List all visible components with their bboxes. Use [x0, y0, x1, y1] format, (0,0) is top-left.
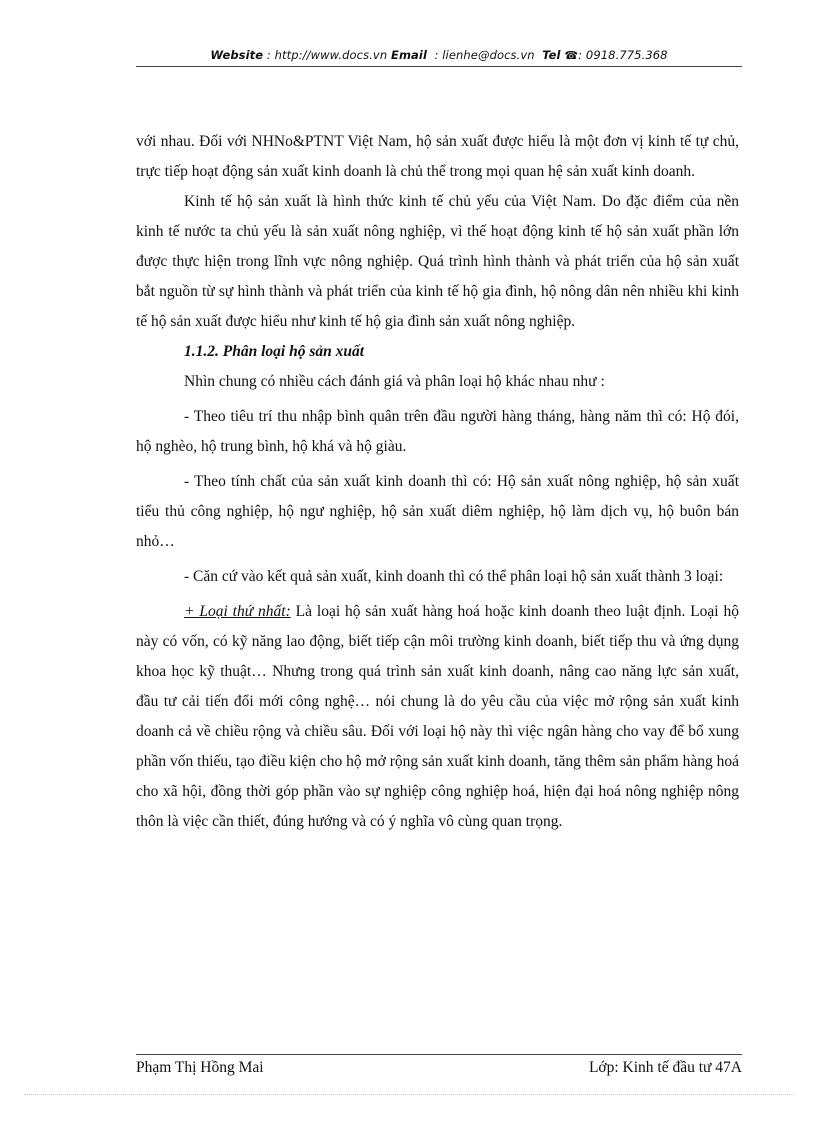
footer-author: Phạm Thị Hồng Mai: [136, 1059, 264, 1076]
tel-label: Tel: [542, 48, 561, 62]
type-one-lead: + Loại thứ nhất:: [184, 603, 291, 620]
section-heading: 1.1.2. Phân loại hộ sản xuất: [184, 343, 365, 360]
paragraph-1: với nhau. Đối với NHNo&PTNT Việt Nam, hộ sản xuất được hiểu là một đơn vị kinh tế tự chủ, trực tiếp hoạt động sản xuất kinh doanh là chủ thể trong mọi quan hệ sản xuất kinh doanh.: [136, 133, 739, 180]
footer-class: Lớp: Kinh tế đầu tư 47A: [588, 1059, 742, 1076]
type-one-text: Là loại hộ sản xuất hàng hoá hoặc kinh doanh theo luật định. Loại hộ này có vốn, có kỹ năng lao động, biết tiếp cận môi trường kinh doanh, biết tiếp thu và ứng dụng khoa học kỹ thuật… Nhưng trong quá trình sản xuất kinh doanh, nâng cao năng lực sản xuất, đầu tư cải tiến đổi mới công nghệ… nói chung là do yêu cầu của việc mở rộng sản xuất kinh doanh cả về chiều rộng và chiều sâu. Đối với loại hộ này thì việc ngân hàng cho vay để bổ xung phần vốn thiếu, tạo điều kiện cho hộ mở rộng sản xuất kinh doanh, tăng thêm sản phẩm hàng hoá cho xã hội, đồng thời góp phần vào sự nghiệp công nghiệp hoá, hiện đại hoá nông nghiệp nông thôn là việc cần thiết, đúng hướng và có ý nghĩa vô cùng quan trọng.: [136, 603, 739, 830]
header-divider: [136, 66, 742, 67]
footer-divider: [136, 1054, 742, 1055]
paragraph-2: Kinh tế hộ sản xuất là hình thức kinh tế chủ yếu của Việt Nam. Do đặc điểm của nền kinh tế nước ta chủ yếu là sản xuất nông nghiệp, vì thế hoạt động kinh tế hộ sản xuất phần lớn được thực hiện trong lĩnh vực nông nghiệp. Quá trình hình thành và phát triển của hộ sản xuất bắt nguồn từ sự hình thành và phát triển của kinh tế hộ gia đình, hộ nông dân nên nhiều khi kinh tế hộ sản xuất được hiểu như kinh tế hộ gia đình sản xuất nông nghiệp.: [136, 193, 739, 330]
website-url[interactable]: http://www.docs.vn: [274, 48, 388, 62]
bullet-type-one: [136, 597, 739, 837]
paragraph-3: Nhìn chung có nhiều cách đánh giá và phân loại hộ khác nhau như :: [184, 373, 605, 390]
website-label: Website: [210, 48, 264, 62]
page-footer: [136, 1059, 742, 1077]
email-value[interactable]: lienhe@docs.vn: [442, 48, 535, 62]
email-label: Email: [391, 48, 427, 62]
page-bottom-border: [24, 1094, 794, 1095]
bullet-results: - Căn cứ vào kết quả sản xuất, kinh doanh thì có thể phân loại hộ sản xuất thành 3 loại:: [184, 568, 724, 585]
phone-icon: ☎: [564, 49, 579, 62]
page-content: [136, 127, 739, 837]
bullet-income: - Theo tiêu trí thu nhập bình quân trên đầu người hàng tháng, hàng năm thì có: Hộ đói, hộ nghèo, hộ trung bình, hộ khá và hộ giàu.: [136, 408, 739, 455]
bullet-nature: - Theo tính chất của sản xuất kinh doanh thì có: Hộ sản xuất nông nghiệp, hộ sản xuất tiểu thủ công nghiệp, hộ ngư nghiệp, hộ sản xuất diêm nghiệp, hộ làm dịch vụ, hộ buôn bán nhỏ…: [136, 473, 739, 550]
tel-value: 0918.775.368: [585, 48, 668, 62]
page-header: Website : http://www.docs.vn Email : lienhe@docs.vn Tel ☎: 0918.775.368: [210, 48, 668, 62]
